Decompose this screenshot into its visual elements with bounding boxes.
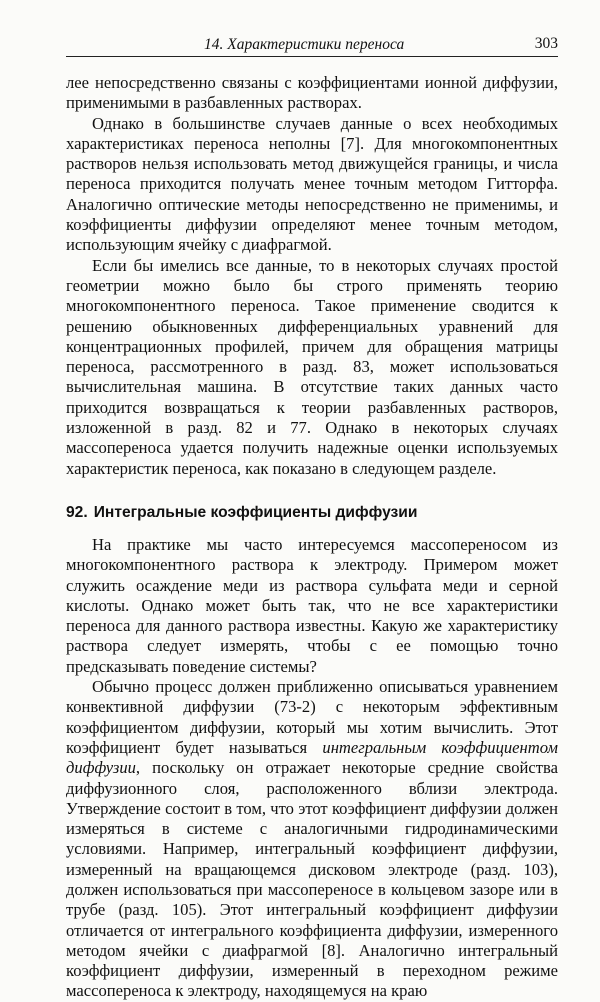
paragraph: На практике мы часто интересуемся массопереносом из многокомпонентного раствора к электроду. Примером может служить осаждение меди из раствора сульфата меди и серной кислоты. Однако может быть так, что не все характеристики переноса для данного раствора известны. Какую же характеристику раствора следует измерять, чтобы с ее помощью точно предсказывать поведение системы? xyxy=(66,534,558,676)
running-title: 14. Характеристики переноса xyxy=(204,36,405,53)
section-number: 92. xyxy=(66,503,88,521)
section-title: Интегральные коэффициенты диффузии xyxy=(93,503,418,521)
paragraph-continuation: лее непосредственно связаны с коэффициентами ионной диффузии, применимыми в разбавленных растворах. xyxy=(66,73,558,113)
paragraph: Если бы имелись все данные, то в некоторых случаях простой геометрии можно было бы строго применять теорию многокомпонентного переноса. Такое применение сводится к решению обыкновенных дифференциальных уравнений для концентрационных профилей, причем для обращения матрицы переноса, рассмотренного в разд. 83, может использоваться вычислительная машина. В отсутствие таких данных часто приходится возвращаться к теории разбавленных растворов, изложенной в разд. 82 и 77. Однако в некоторых случаях массопереноса удается получить надежные оценки используемых характеристик переноса, как показано в следующем разделе. xyxy=(66,255,558,478)
page-number: 303 xyxy=(534,35,558,52)
running-header xyxy=(66,34,558,57)
section-heading xyxy=(66,503,558,523)
paragraph xyxy=(66,677,558,1002)
paragraph: Однако в большинстве случаев данные о всех необходимых характеристиках переноса неполны [7]. Для многокомпонентных растворов нельзя использовать метод движущейся границы, и числа переноса приходится получать менее точным методом Гитторфа. Аналогично оптические методы непосредственно не применимы, и коэффициенты диффузии определяют менее точным методом, использующим ячейку с диафрагмой. xyxy=(66,113,558,255)
page-content xyxy=(66,73,558,1002)
paragraph-text: Обычно процесс должен приближенно описываться уравнением конвективной диффузии (73-2) с некоторым эффективным коэффициентом диффузии, который мы хотим вычислить. Этот коэффициент будет называться xyxy=(66,677,558,757)
emphasized-term: интегральным коэффициентом диффузии xyxy=(66,737,558,778)
paragraph-text: , поскольку он отражает некоторые средние свойства диффузионного слоя, расположенного вблизи электрода. Утверждение состоит в том, что этот коэффициент диффузии должен измеряться в системе с аналогичными гидродинамическими условиями. Например, интегральный коэффициент диффузии, измеренный на вращающемся дисковом электроде (разд. 103), должен использоваться при массопереносе в кольцевом зазоре или в трубе (разд. 105). Этот интегральный коэффициент диффузии отличается от интегрального коэффициента диффузии, измеренного методом ячейки с диафрагмой [8]. Аналогично интегральный коэффициент диффузии, измеренный в переходном режиме массопереноса к электроду, находящемуся на краю xyxy=(66,758,558,1001)
